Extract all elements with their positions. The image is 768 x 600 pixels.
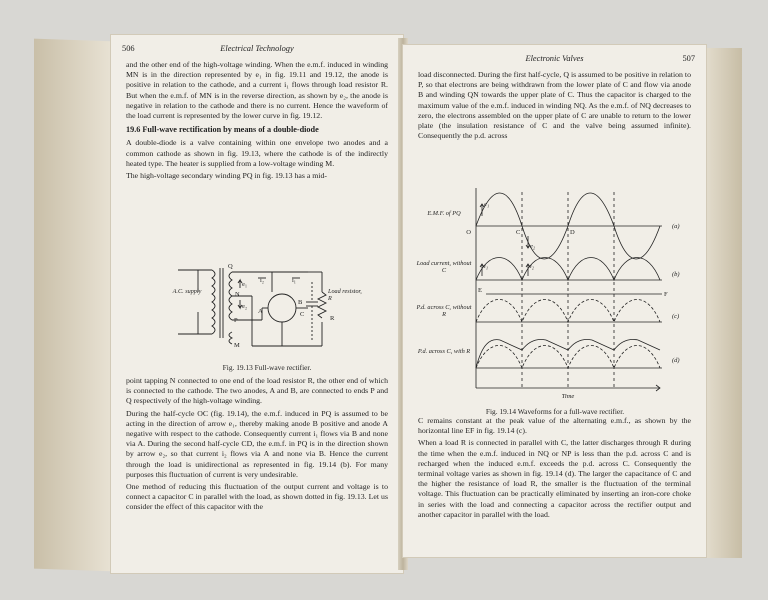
left-paragraph-bottom-2: During the half-cycle OC (fig. 19.14), the e.m.f. induced in PQ is assumed to be acting in the direction of arrow e₁, thereby making anode B positive and anode A negative with respect to the cathode. Consequently current i₁ flows via B and none via A. During the second half-cycle CD, the e.m.f. in PQ is in the direction shown by arrow e₂, so that current i₂ flows via A and none via B. Hence the current through the load is unidirectional as represented in fig. 19.14 (b). For many purposes this fluctuation of current is very undesirable. bbox=[126, 408, 388, 479]
left-paragraph-bottom-3: One method of reducing this fluctuation of the output current and voltage is to connect a capacitor C in parallel with the load, as shown dotted in fig. 19.13. Let us consider the effect of this capacitor with the bbox=[126, 482, 388, 512]
label-load-resistor: Load resistor, R bbox=[328, 288, 362, 302]
right-lower-text bbox=[418, 416, 691, 522]
rectifier-circuit-diagram bbox=[172, 252, 362, 356]
label-pd-with-r: P.d. across C, with R bbox=[417, 348, 471, 355]
label-i2: i₂ bbox=[260, 277, 265, 284]
left-section-paragraph-2: The high-voltage secondary winding PQ in fig. 19.13 has a mid- bbox=[126, 171, 327, 181]
label-a: A bbox=[258, 308, 263, 315]
point-c: C bbox=[516, 229, 521, 236]
label-c: (c) bbox=[672, 313, 680, 320]
label-i2-wave: i₂ bbox=[530, 263, 535, 270]
label-a: (a) bbox=[672, 223, 680, 230]
label-d: (d) bbox=[672, 357, 680, 364]
label-e2: e₂ bbox=[242, 303, 248, 310]
figure-19-14-caption: Fig. 19.14 Waveforms for a full-wave rectifier. bbox=[485, 407, 625, 416]
label-e1-wave: e₁ bbox=[484, 201, 490, 208]
left-page-number: 506 bbox=[122, 44, 135, 53]
right-page bbox=[402, 44, 707, 558]
point-d: D bbox=[570, 229, 575, 236]
left-page bbox=[110, 34, 404, 574]
label-i1: i₁ bbox=[292, 277, 297, 284]
left-upper-text bbox=[126, 60, 388, 183]
figure-19-13 bbox=[172, 252, 362, 372]
label-b: B bbox=[298, 299, 303, 306]
label-p: P bbox=[234, 317, 238, 324]
label-m: M bbox=[234, 342, 240, 349]
label-e1: e₁ bbox=[242, 281, 248, 288]
label-emf: E.M.F. of PQ bbox=[427, 210, 461, 217]
left-section-paragraph-1: A double-diode is a valve containing within one envelope two anodes and a common cathode as shown in fig. 19.13, where the cathode is of the indirectly heated type. The heater is supplied from a low-voltage winding M. bbox=[126, 138, 388, 168]
waveform-diagram bbox=[416, 182, 694, 400]
figure-19-14 bbox=[416, 182, 694, 414]
figure-19-13-caption: Fig. 19.13 Full-wave rectifier. bbox=[222, 363, 312, 372]
label-n: N bbox=[235, 291, 240, 298]
left-page-edges bbox=[34, 39, 114, 572]
left-paragraph-top: and the other end of the high-voltage winding. When the e.m.f. induced in winding MN is in the direction represented by e₁ in fig. 19.11 and 19.12, the anode is positive in relation to the cathode, and a current i₁ flows through load resistor R. But when the e.m.f. of MN is in the reverse direction, as shown by e₂, the anode is negative in relation to the cathode and there is no current. Hence the waveform of the load current is represented by the lower curve in fig. 19.12. bbox=[126, 60, 388, 121]
label-time: Time bbox=[561, 393, 575, 400]
label-r: R bbox=[330, 315, 335, 322]
label-e2-wave: e₂ bbox=[530, 243, 536, 250]
point-o: O bbox=[466, 229, 471, 236]
label-q: Q bbox=[228, 263, 233, 270]
right-upper-text bbox=[418, 70, 691, 143]
label-pd-without-r: P.d. across C, without R bbox=[416, 304, 472, 319]
point-e: E bbox=[478, 287, 482, 294]
left-lower-text bbox=[126, 376, 388, 515]
label-ac-supply: A.C. supply bbox=[172, 288, 202, 295]
right-paragraph-bottom-2: When a load R is connected in parallel with C, the latter discharges through R during the time when the e.m.f. induced in NQ or NP is less than the p.d. across C and is recharged when the induced e.m.f. exceeds the p.d. across C. Consequently the terminal voltage varies as shown in fig. 19.14 (d). The larger the capacitance of C and the higher the resistance of load R, the smaller is the fluctuation of the terminal voltage. This fluctuation can be practically eliminated by inserting an iron-core choke in series with the load and connecting a capacitor across the rectifier output and another capacitor in parallel with the load. bbox=[418, 438, 691, 519]
label-i1-wave: i₁ bbox=[484, 263, 489, 270]
right-paragraph-bottom-1: C remains constant at the peak value of the alternating e.m.f., as shown by the horizontal line EF in fig. 19.14 (c). bbox=[418, 416, 691, 436]
right-running-title: Electronic Valves bbox=[525, 54, 584, 63]
label-load-current: Load current, without C bbox=[416, 260, 472, 275]
label-c: C bbox=[300, 311, 305, 318]
label-b: (b) bbox=[672, 271, 680, 278]
point-f: F bbox=[664, 291, 668, 298]
left-paragraph-bottom-1: point tapping N connected to one end of the load resistor R, the other end of which is connected to the cathode. The two anodes, A and B, are connected to ends P and Q respectively of the high-voltage winding. bbox=[126, 376, 388, 406]
left-running-title: Electrical Technology bbox=[220, 44, 294, 53]
right-paragraph-top: load disconnected. During the first half-cycle, Q is assumed to be positive in relation to P, so that electrons are being withdrawn from the lower plate of C and flow via anode B and winding QN towards the upper plate of C. Thus the capacitor is charged to the maximum value of the e.m.f. induced in winding NQ. As the e.m.f. of NQ decreases to zero, the electrons assembled on the upper plate of C are unable to return to the lower plate (the insulation resistance of C and the valve being assumed infinite). Consequently the p.d. across bbox=[418, 70, 691, 141]
section-heading: 19.6 Full-wave rectification by means of a double-diode bbox=[126, 125, 319, 135]
right-page-number: 507 bbox=[682, 54, 695, 63]
